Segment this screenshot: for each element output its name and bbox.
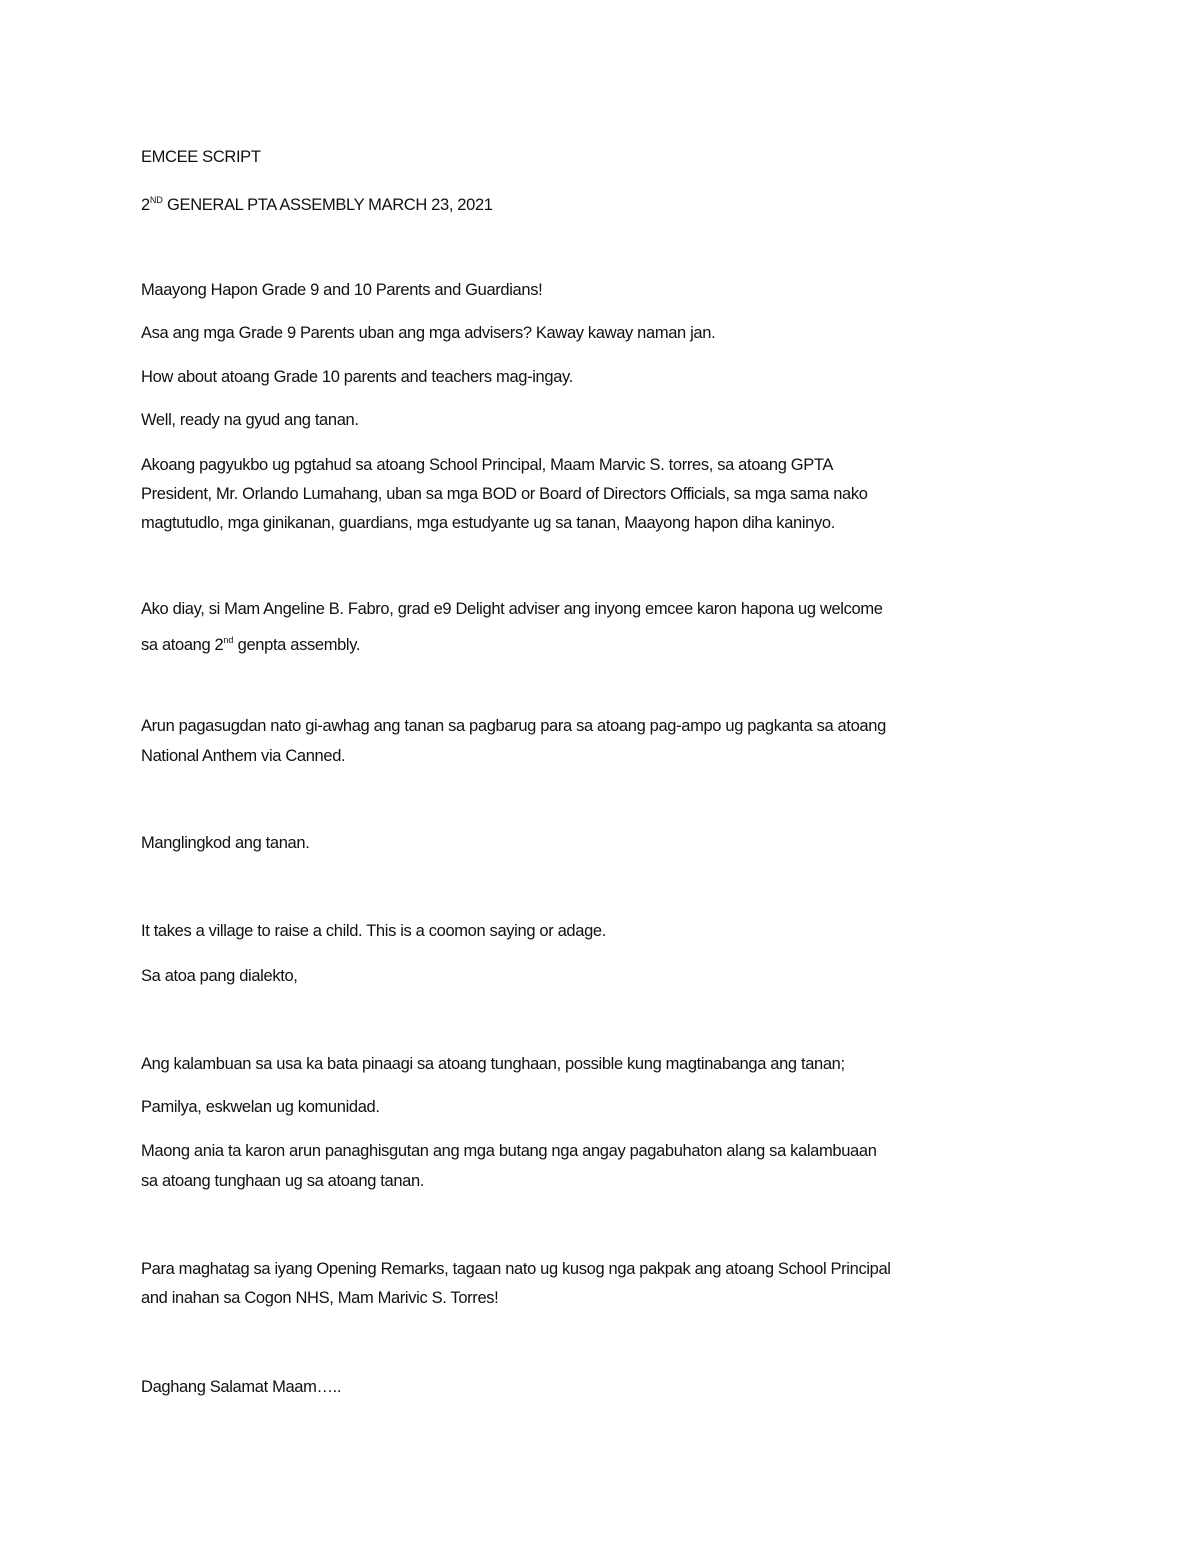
intro-text: genpta assembly. [233,636,361,654]
paragraph-grade9: Asa ang mga Grade 9 Parents uban ang mga advisers? Kaway kaway naman jan. [141,324,716,342]
paragraph-purpose-line: Maong ania ta karon arun panaghisgutan ang mga butang nga angay pagabuhaton alang sa kalambuaan [141,1142,877,1160]
subtitle-ordinal-suffix: ND [149,195,163,205]
intro-ordinal-suffix: nd [223,635,234,645]
paragraph-saying: It takes a village to raise a child. This is a coomon saying or adage. [141,922,606,940]
document-subtitle [141,190,493,215]
subtitle-ordinal: 2 [141,196,150,214]
paragraph-grade10: How about atoang Grade 10 parents and teachers mag-ingay. [141,368,573,386]
paragraph-acknowledgement-line: magtutudlo, mga ginikanan, guardians, mga estudyante ug sa tanan, Maayong hapon diha kaninyo. [141,514,835,532]
document-title: EMCEE SCRIPT [141,148,261,166]
paragraph-opening-remarks-line: Para maghatag sa iyang Opening Remarks, tagaan nato ug kusog nga pakpak ang atoang School Principal [141,1260,891,1278]
paragraph-introduction-line: Ako diay, si Mam Angeline B. Fabro, grad e9 Delight adviser ang inyong emcee karon hapona ug welcome [141,600,883,618]
paragraph-ready: Well, ready na gyud ang tanan. [141,411,359,429]
paragraph-greeting: Maayong Hapon Grade 9 and 10 Parents and Guardians! [141,281,543,299]
paragraph-purpose-line: sa atoang tunghaan ug sa atoang tanan. [141,1172,425,1190]
paragraph-family: Pamilya, eskwelan ug komunidad. [141,1098,380,1116]
paragraph-thanks: Daghang Salamat Maam….. [141,1378,342,1396]
paragraph-be-seated: Manglingkod ang tanan. [141,834,310,852]
paragraph-introduction-line [141,630,360,655]
paragraph-anthem-line: Arun pagasugdan nato gi-awhag ang tanan sa pagbarug para sa atoang pag-ampo ug pagkanta sa atoang [141,717,886,735]
paragraph-development: Ang kalambuan sa usa ka bata pinaagi sa atoang tunghaan, possible kung magtinabanga ang tanan; [141,1055,845,1073]
paragraph-acknowledgement-line: Akoang pagyukbo ug pgtahud sa atoang School Principal, Maam Marvic S. torres, sa atoang GPTA [141,456,834,474]
intro-text: sa atoang 2 [141,636,224,654]
paragraph-opening-remarks-line: and inahan sa Cogon NHS, Mam Marivic S. Torres! [141,1289,499,1307]
paragraph-acknowledgement-line: President, Mr. Orlando Lumahang, uban sa mga BOD or Board of Directors Officials, sa mga sama nako [141,485,868,503]
paragraph-anthem-line: National Anthem via Canned. [141,747,346,765]
paragraph-dialect: Sa atoa pang dialekto, [141,967,298,985]
subtitle-text: GENERAL PTA ASSEMBLY MARCH 23, 2021 [162,196,493,214]
